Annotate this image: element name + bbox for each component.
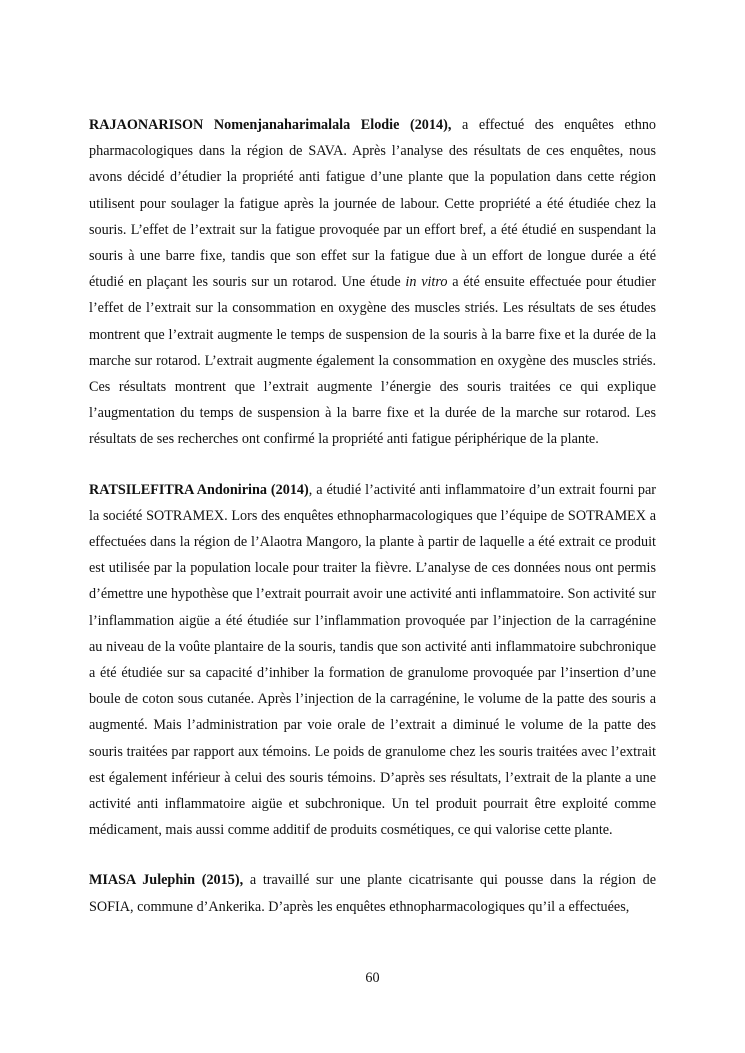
paragraph-rajaonarison [89, 112, 656, 453]
paragraph-text: a travaillé sur une plante cicatrisante qui pousse dans la région de SOFIA, commune d’Ankerika. D’après les enquêtes ethnopharmacologiques qu’il a effectuées, [89, 872, 656, 915]
paragraph-ratsilefitra [89, 477, 656, 844]
document-body [89, 112, 656, 920]
author-name: MIASA Julephin (2015), [89, 872, 244, 889]
paragraph-text: a effectué des enquêtes ethno pharmacologiques dans la région de SAVA. Après l’analyse des résultats de ces enquêtes, nous avons décidé d’étudier la propriété anti fatigue d’une plante que la population dans cette région utilisent pour soulager la fatigue après la journée de labour. Cette propriété a été étudiée chez la souris. L’effet de l’extrait sur la fatigue provoquée par un effort bref, a été étudié en suspendant la souris à une barre fixe, tandis que son effet sur la fatigue due à un effort de longue durée a été étudié en plaçant les souris sur un rotarod. Une étude [89, 117, 657, 291]
paragraph-text: , a étudié l’activité anti inflammatoire d’un extrait fourni par la société SOTRAMEX. Lors des enquêtes ethnopharmacologiques que l’équipe de SOTRAMEX a effectuées dans la région de l’Alaotra Mangoro, la plante à partir de laquelle a été extrait ce produit est utilisée par la population locale pour traiter la fièvre. L’analyse de ces données nous ont permis d’émettre une hypothèse que l’extrait pourrait avoir une activité anti inflammatoire. Son activité sur l’inflammation aigüe a été étudiée sur l’inflammation provoquée par l’injection de la carragénine au niveau de la voûte plantaire de la souris, tandis que son activité anti inflammatoire subchronique a été étudiée sur sa capacité d’inhiber la formation de granulome provoquée par l’insertion d’une boule de coton sous cutanée. Après l’injection de la carragénine, le volume de la patte des souris a augmenté. Mais l’administration par voie orale de l’extrait a diminué le volume de la patte des souris traitées par rapport aux témoins. Le poids de granulome chez les souris traitées avec l’extrait est également inférieur à celui des souris témoins. D’après ses résultats, l’extrait de la plante a une activité anti inflammatoire aigüe et subchronique. Un tel produit pourrait être exploité comme médicament, mais aussi comme additif de produits cosmétiques, ce qui valorise cette plante. [89, 481, 656, 839]
author-name: RAJAONARISON Nomenjanaharimalala Elodie (2014), [89, 117, 452, 133]
italic-term: in vitro [405, 274, 448, 291]
paragraph-miasa [89, 867, 656, 919]
page-number: 60 [365, 970, 380, 986]
author-name: RATSILEFITRA Andonirina (2014) [89, 481, 309, 498]
paragraph-text: a été ensuite effectuée pour étudier l’effet de l’extrait sur la consommation en oxygène des muscles striés. Les résultats de ses études montrent que l’extrait augmente le temps de suspension de la souris à la barre fixe et la durée de la marche sur rotarod. L’extrait augmente également la consommation en oxygène des muscles striés. Ces résultats montrent que l’extrait augmente l’énergie des souris traitées ce qui explique l’augmentation du temps de suspension à la barre fixe et la durée de la marche sur rotarod. Les résultats de ses recherches ont confirmé la propriété anti fatigue périphérique de la plante. [89, 274, 656, 448]
